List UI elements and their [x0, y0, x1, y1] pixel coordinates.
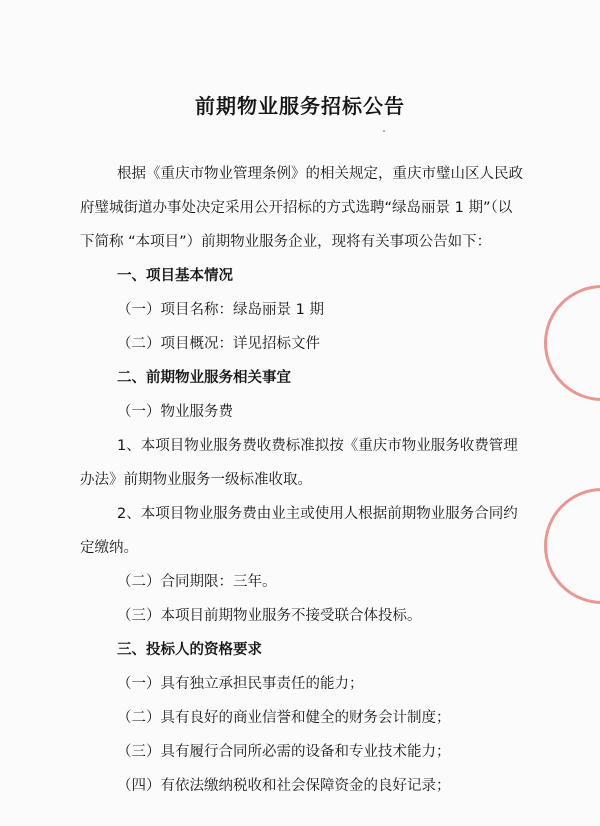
section-2-p2-line-2: 定缴纳。: [80, 540, 138, 556]
section-1-item: （二）项目概况：详见招标文件: [117, 336, 320, 352]
section-2-heading: 二、前期物业服务相关事宜: [117, 370, 291, 386]
section-2-sub-1: （一）物业服务费: [117, 404, 233, 420]
document-title: 前期物业服务招标公告: [195, 94, 405, 118]
section-2-p1-line-1: 1、本项目物业服务费收费标准拟按《重庆市物业服务收费管理: [117, 438, 518, 454]
red-seal-fragment: [544, 285, 600, 401]
section-3-item: （二）具有良好的商业信誉和健全的财务会计制度；: [117, 710, 451, 726]
section-3-item: （四）有依法缴纳税收和社会保障资金的良好记录；: [117, 778, 451, 794]
section-1-item: （一）项目名称：绿岛丽景 1 期: [117, 302, 324, 318]
section-2-sub-2: （二）合同期限：三年。: [117, 574, 277, 590]
section-1-heading: 一、项目基本情况: [117, 268, 233, 284]
section-3-item: （三）具有履行合同所必需的设备和专业技术能力；: [117, 744, 451, 760]
section-3-item: （一）具有独立承担民事责任的能力；: [117, 676, 364, 692]
section-2-p1-line-2: 办法》前期物业服务一级标准收取。: [80, 472, 312, 488]
intro-line-3: 下简称 “本项目”）前期物业服务企业，现将有关事项公告如下：: [80, 234, 492, 250]
section-2-p2-line-1: 2、本项目物业服务费由业主或使用人根据前期物业服务合同约: [117, 506, 518, 522]
red-seal-fragment: [544, 488, 600, 604]
section-2-sub-3: （三）本项目前期物业服务不接受联合体投标。: [117, 608, 422, 624]
section-3-heading: 三、投标人的资格要求: [117, 642, 262, 658]
intro-line-2: 府璧城街道办事处决定采用公开招标的方式选聘“绿岛丽景 1 期”（以: [80, 200, 513, 216]
scan-speck: [383, 130, 385, 132]
intro-line-1: 根据《重庆市物业管理条例》的相关规定，重庆市璧山区人民政: [117, 166, 523, 182]
